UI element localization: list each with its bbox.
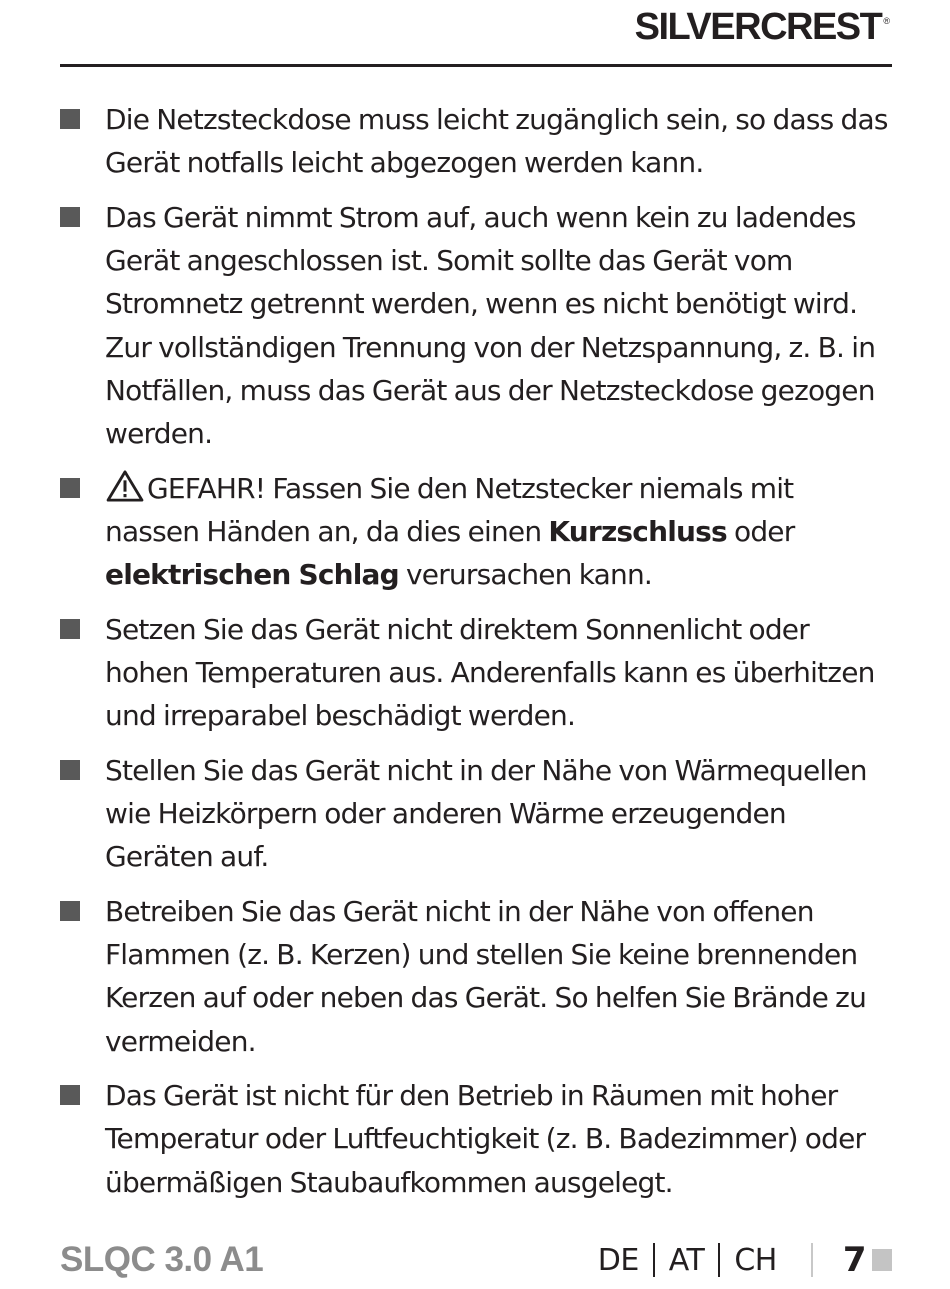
bullet-square [60,207,80,227]
item-text: Betreiben Sie das Gerät nicht in der Nähe von offenen Flammen (z. B. Kerzen) und stellen Sie keine brennenden Kerzen auf oder neben das Gerät. So helfen Sie Brände zu vermeiden. [105,894,867,1058]
bullet-square [60,478,80,498]
list-item [60,890,892,1063]
item-text: Setzen Sie das Gerät nicht direktem Sonnenlicht oder hohen Temperaturen aus. Anderenfalls kann es überhitzen und irreparabel beschädigt werden. [105,612,875,733]
item-bold-text: elektrischen Schlag [105,558,399,592]
item-text: verursachen kann. [398,558,653,592]
brand-logo [635,6,890,49]
brand-silver: SILVER [634,6,761,48]
bullet-square [60,619,80,639]
bullet-square [60,760,80,780]
lang-ch: CH [734,1242,777,1278]
footer-locale-page [598,1240,892,1280]
item-text: GEFAHR! Fassen Sie den Netzstecker niemals mit nassen Händen an, da dies einen [105,471,794,548]
bullet-square [60,109,80,129]
lang-at: AT [668,1242,705,1278]
list-item [60,749,892,879]
page-number: 7 [842,1240,866,1280]
bullet-square [60,1085,80,1105]
item-text: Stellen Sie das Gerät nicht in der Nähe von Wärmequellen wie Heizkörpern oder anderen Wärme erzeugenden Geräten auf. [105,753,867,874]
separator [653,1243,655,1277]
item-text: Das Gerät ist nicht für den Betrieb in Räumen mit hoher Temperatur oder Luftfeuchtigkeit (z. B. Badezimmer) oder übermäßigen Staubaufkommen ausgelegt. [105,1079,866,1199]
item-bold-text: Kurzschluss [548,514,727,548]
list-item [60,608,892,738]
page-marker-square [872,1249,892,1271]
separator [718,1243,720,1277]
item-text: Das Gerät nimmt Strom auf, auch wenn kein zu ladendes Gerät angeschlossen ist. Somit sollte das Gerät vom Stromnetz getrennt werden, wenn es nicht benötigt wird. Zur vollständigen Trennung von der Netzspannung, z. B. in Notfällen, muss das Gerät aus der Netzsteckdose gezogen werden. [105,200,876,450]
warning-triangle-icon [105,470,145,502]
item-text: Die Netzsteckdose muss leicht zugänglich sein, so dass das Gerät notfalls leicht abgezogen werden kann. [105,103,888,180]
list-item [60,98,892,184]
model-number: SLQC 3.0 A1 [60,1240,264,1279]
header-rule [60,64,892,67]
brand-crest: CREST [760,6,882,48]
registered-mark: ® [883,16,890,26]
list-item [60,467,892,597]
bullet-square [60,901,80,921]
safety-list [60,98,892,1215]
list-item [60,1074,892,1204]
lang-de: DE [597,1242,639,1278]
separator [811,1243,813,1277]
item-text: oder [726,514,795,548]
list-item [60,196,892,455]
